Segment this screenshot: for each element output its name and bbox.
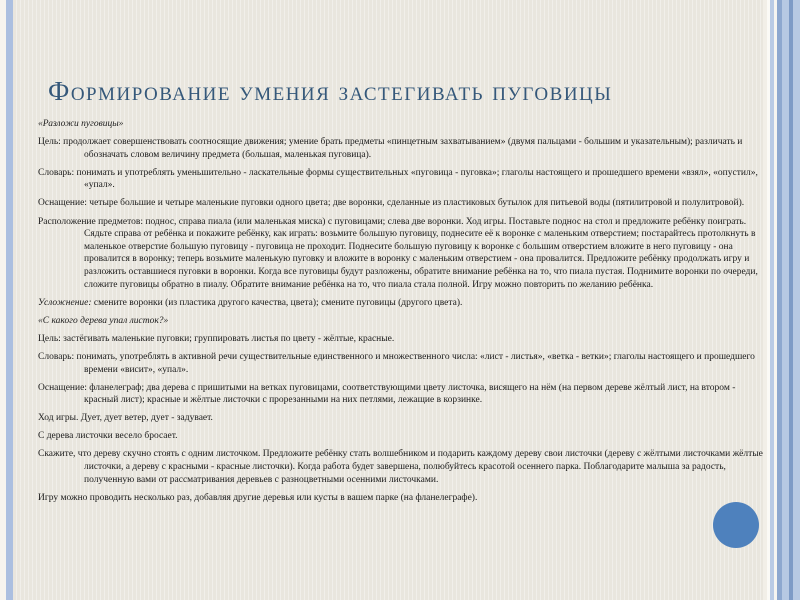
paragraph-rhyme <box>38 430 765 443</box>
paragraph-text: Словарь: понимать и употреблять уменьшительно - ласкательные формы существительных «пуговица - пуговка»; глаголы настоящего и прошедшего времени «взял», «опустил», «упал». <box>38 167 758 191</box>
paragraph-text: Оснащение: четыре большие и четыре маленькие пуговки одного цвета; две воронки, сделанные из пластиковых бутылок для питьевой воды (пятилитровой и полулитровой). <box>38 198 745 209</box>
paragraph-text: Словарь: понимать, употреблять в активной речи существительные единственного и множественного числа: «лист - листья», «ветка - ветки»; глаголы настоящего и прошедшего времени «висит», «упал». <box>38 351 755 375</box>
paragraph-procedure-2 <box>38 412 765 425</box>
paragraph-equipment-1 <box>38 197 765 210</box>
paragraph-text: Ход игры. Дует, дует ветер, дует - задувает. <box>38 413 213 424</box>
paragraph-text: Цель: продолжает совершенствовать соотносящие движения; умение брать предметы «пинцетным захватыванием» (двумя пальцами - большим и указательным); различать и обозначать словом величину предмета (большая, маленькая пуговица). <box>38 137 743 160</box>
paragraph-text: «Разложи пуговицы» <box>38 119 124 129</box>
left-border-blue-stripe <box>6 0 13 600</box>
paragraph-text: Скажите, что дереву скучно стоять с одним листочком. Предложите ребёнку стать волшебником и подарить каждому дереву свои листочки (дереву с жёлтыми листочками жёлтые листочки, а дереву с красными - красные листочки). Когда работа будет завершена, полюбуйтесь красотой осеннего парка. Поблагодарите малыша за радость, полученную вами от рассматривания деревьев с разноцветными осенними листочками. <box>38 449 763 485</box>
slide-body <box>38 118 765 510</box>
slide-title: Формирование умения застегивать пуговицы <box>48 76 613 106</box>
paragraph-game1-name <box>38 118 765 131</box>
paragraph-vocabulary-1 <box>38 167 765 192</box>
paragraph-text: «С какого дерева упал листок?» <box>38 315 169 326</box>
paragraph-text: Игру можно проводить несколько раз, добавляя другие деревья или кусты в вашем парке (на фланелеграфе). <box>38 492 478 503</box>
paragraph-text: Оснащение: фланелеграф; два дерева с пришитыми на ветках пуговицами, соответствующими цвету листочка, висящего на нём (на первом дереве жёлтый лист, на втором - красный лист); красные и жёлтые листочки с прорезанными на них петлями, лежащие в корзинке. <box>38 382 736 406</box>
paragraph-complication <box>38 297 765 310</box>
right-border-stripe-8 <box>793 0 800 600</box>
paragraph-equipment-2 <box>38 382 765 407</box>
paragraph-procedure-1 <box>38 216 765 292</box>
paragraph-text: смените воронки (из пластика другого качества, цвета); смените пуговицы (другого цвета). <box>91 297 463 308</box>
paragraph-text: С дерева листочки весело бросает. <box>38 431 178 442</box>
paragraph-game2-name <box>38 315 765 328</box>
paragraph-lead: Усложнение: <box>38 297 92 308</box>
right-border-stripe-6 <box>782 0 789 600</box>
paragraph-text: Цель: застёгивать маленькие пуговки; группировать листья по цвету - жёлтые, красные. <box>38 333 395 344</box>
decorative-circle <box>713 502 759 548</box>
paragraph-goal-2 <box>38 333 765 346</box>
paragraph-repeat-note <box>38 492 765 505</box>
paragraph-goal-1 <box>38 136 765 161</box>
paragraph-vocabulary-2 <box>38 351 765 376</box>
paragraph-text: Расположение предметов: поднос, справа пиала (или маленькая миска) с пуговицами; слева две воронки. Ход игры. Поставьте поднос на стол и предложите ребёнку поиграть. Сядьте справа от ребёнка и покажите ребёнку, как играть: возьмите большую пуговицу, поднесите её к воронке с маленьким отверстием; постарайтесь протолкнуть в маленькое отверстие большую пуговицу - пуговица не проходит. Поднесите большую пуговицу к воронке с большим отверстием вложите в него пуговицу - она провалится в воронку; теперь возьмите маленькую пуговку и вложите в воронку с маленьким отверстием - она провалится. Предложите ребёнку продолжать игру и разложить оставшиеся пуговки в воронки. Когда все пуговицы будут разложены, обратите внимание ребёнка на то, что пиала пустая. Поднимите воронки по очереди, сложите пуговицы обратно в пиалу. Обратите внимание ребёнка на то, что пиала стала полной. Игру можно повторить по желанию ребёнка. <box>38 216 758 290</box>
paragraph-instructions <box>38 448 765 486</box>
